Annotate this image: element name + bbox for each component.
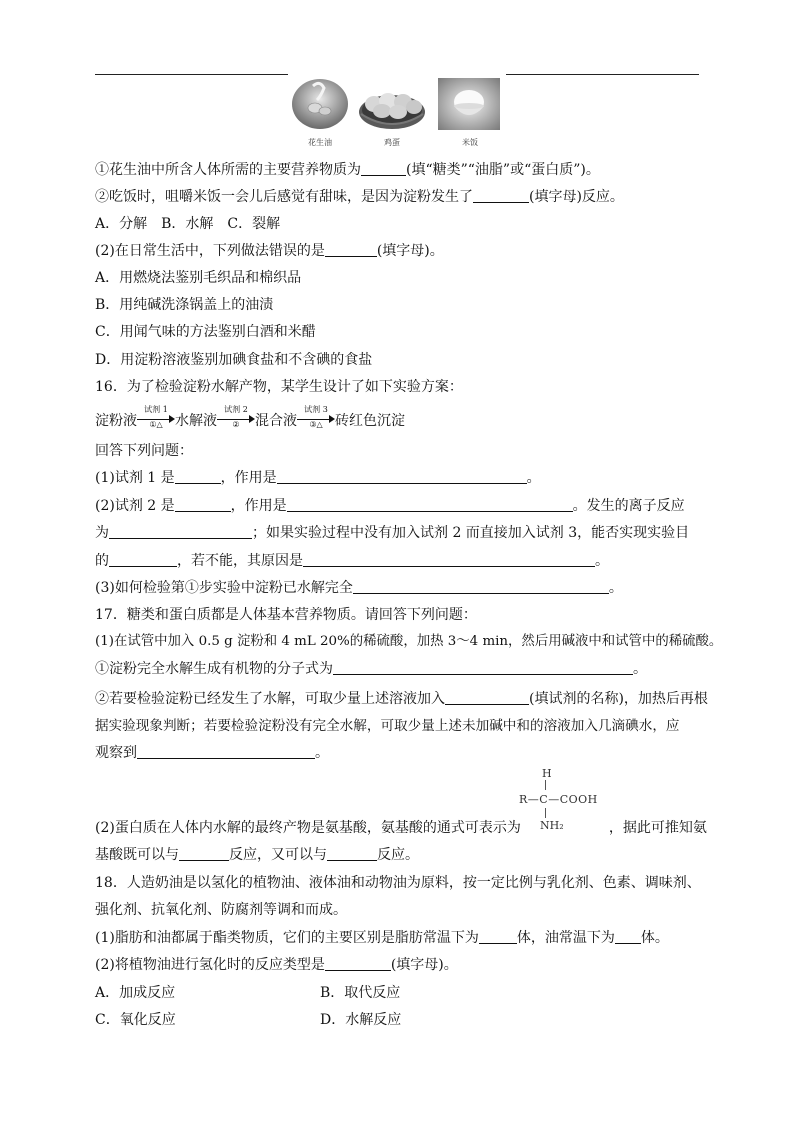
answer-blank[interactable] xyxy=(179,846,229,861)
q15-line1: ①花生油中所含人体所需的主要营养物质为 (填“糖类”“油脂”或“蛋白质”)。 xyxy=(95,162,600,178)
q18-part1: (1)脂肪和油都属于酯类物质，它们的主要区别是脂肪常温下为 体，油常温下为 体。 xyxy=(95,930,669,946)
q17-title: 17．糖类和蛋白质都是人体基本营养物质。请回答下列问题： xyxy=(95,607,477,623)
q16-prompt: 回答下列问题： xyxy=(95,443,193,459)
q16-title: 16．为了检验淀粉水解产物，某学生设计了如下实验方案： xyxy=(95,379,463,395)
answer-blank[interactable] xyxy=(287,497,573,512)
answer-blank[interactable] xyxy=(445,690,529,705)
answer-blank[interactable] xyxy=(175,469,221,484)
peanut-oil-image xyxy=(291,78,349,130)
q17-part1: (1)在试管中加入 0.5 g 淀粉和 4 mL 20%的稀硫酸，加热 3～4 min，然后用碱液中和试管中的稀硫酸。 xyxy=(95,634,723,649)
amino-acid-structure: H R—C—COOH NH₂ xyxy=(519,767,598,832)
answer-blank[interactable] xyxy=(175,497,231,512)
answer-blank[interactable] xyxy=(479,929,517,944)
reaction-arrow: 试剂 1 ①△ xyxy=(137,409,175,429)
q18-title: 18．人造奶油是以氢化的植物油、液体油和动物油为原料，按一定比例与乳化剂、色素、调味剂、 xyxy=(95,875,701,891)
answer-blank[interactable] xyxy=(473,188,529,203)
answer-blank[interactable] xyxy=(137,744,315,759)
q17-part2-line1: (2)蛋白质在人体内水解的最终产物是氨基酸，氨基酸的通式可表示为 ，据此可推知氨 xyxy=(95,820,707,836)
q16-part2-line1: (2)试剂 2 是 ，作用是 。发生的离子反应 xyxy=(95,498,685,514)
q18-part2: (2)将植物油进行氢化时的反应类型是 (填字母)。 xyxy=(95,957,458,973)
q16-part2-line2: 为 ；如果实验过程中没有加入试剂 2 而直接加入试剂 3，能否实现实验目 xyxy=(95,525,690,541)
answer-blank[interactable] xyxy=(333,660,633,675)
q17-part2-line2: 基酸既可以与 反应，又可以与 反应。 xyxy=(95,847,419,863)
q15-option-a: A．用燃烧法鉴别毛织品和棉织品 xyxy=(95,270,302,286)
answer-blank[interactable] xyxy=(109,524,252,539)
q18-option-c: C．氧化反应 xyxy=(95,1012,176,1028)
q15-option-b: B．用纯碱洗涤锅盖上的油渍 xyxy=(95,297,274,313)
answer-blank[interactable] xyxy=(325,242,377,257)
q16-part2-line3: 的 ，若不能，其原因是 。 xyxy=(95,553,609,569)
eggs-caption: 鸡蛋 xyxy=(384,138,400,147)
answer-blank[interactable] xyxy=(327,846,377,861)
answer-blank[interactable] xyxy=(303,552,595,567)
answer-blank[interactable] xyxy=(109,552,177,567)
q15-options: A．分解 B．水解 C．裂解 xyxy=(95,216,281,232)
answer-blank[interactable] xyxy=(277,469,527,484)
answer-blank[interactable] xyxy=(361,161,406,176)
q17-part1b-line2: 据实验现象判断；若要检验淀粉没有完全水解，可取少量上述未加碱中和的溶液加入几滴碘水，应 xyxy=(95,718,680,734)
eggs-basket-image xyxy=(358,82,426,130)
q15-line2: ②吃饭时，咀嚼米饭一会儿后感觉有甜味，是因为淀粉发生了 (填字母)反应。 xyxy=(95,189,624,205)
q18-option-row2 xyxy=(95,1010,176,1030)
q18-option-a: A．加成反应 xyxy=(95,985,176,1001)
q17-part1b-line3: 观察到 。 xyxy=(95,745,329,761)
q16-part3: (3)如何检验第①步实验中淀粉已水解完全 。 xyxy=(95,580,623,596)
peanut-oil-caption: 花生油 xyxy=(308,138,332,147)
q18-option-row1 xyxy=(95,983,175,1003)
rice-caption: 米饭 xyxy=(462,138,478,147)
answer-blank[interactable] xyxy=(615,929,641,944)
reaction-arrow: 试剂 2 ② xyxy=(217,409,255,429)
q17-part1a: ①淀粉完全水解生成有机物的分子式为 。 xyxy=(95,661,647,677)
q15-part2: (2)在日常生活中，下列做法错误的是 (填字母)。 xyxy=(95,243,444,259)
q15-option-d: D．用淀粉溶液鉴别加碘食盐和不含碘的食盐 xyxy=(95,352,373,368)
reaction-arrow: 试剂 3 ③△ xyxy=(297,409,335,429)
q15-option-c: C．用闻气味的方法鉴别白酒和米醋 xyxy=(95,324,316,340)
q18-option-b: B．取代反应 xyxy=(320,985,401,1001)
answer-blank[interactable] xyxy=(325,956,391,971)
header-rule-right xyxy=(506,74,699,75)
answer-blank[interactable] xyxy=(353,579,609,594)
header-rule-left xyxy=(95,74,288,75)
q16-scheme: 淀粉液 试剂 1 ①△ 水解液 试剂 2 ② 混合液 试剂 3 ③△ 砖红色沉淀 xyxy=(95,405,405,429)
q17-part1b-line1: ②若要检验淀粉已经发生了水解，可取少量上述溶液加入 (填试剂的名称)，加热后再根 xyxy=(95,691,708,707)
rice-bowl-image xyxy=(438,78,500,130)
q16-part1: (1)试剂 1 是 ，作用是 。 xyxy=(95,470,541,486)
q18-title-line2: 强化剂、抗氧化剂、防腐剂等调和而成。 xyxy=(95,902,347,918)
q18-option-d: D．水解反应 xyxy=(320,1012,402,1028)
